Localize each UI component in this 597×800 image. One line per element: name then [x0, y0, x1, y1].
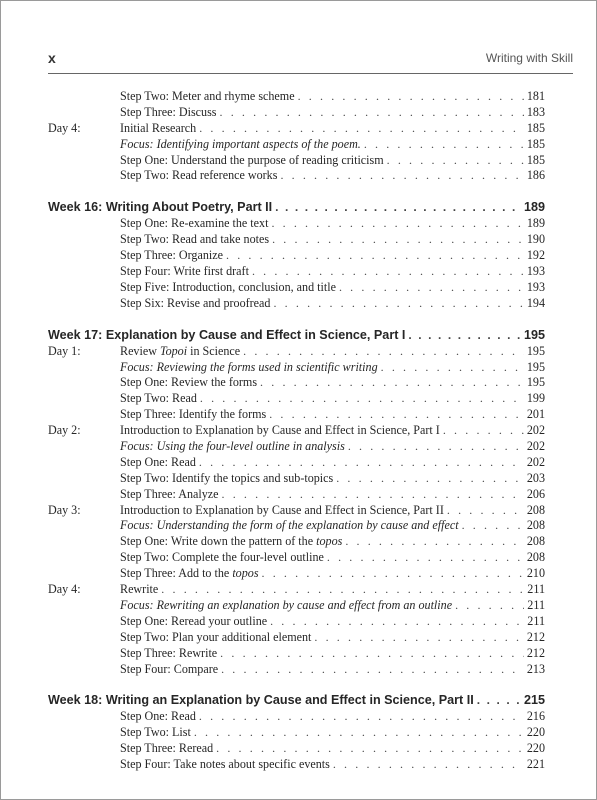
toc-page-number: 216: [526, 709, 545, 724]
label-text: Step Two: Read reference works: [120, 168, 278, 183]
toc-entry-label: [48, 455, 199, 471]
toc-entry-label: [48, 199, 275, 216]
label-italic-term: topos: [232, 566, 259, 581]
label-text: Focus: Identifying important aspects of the poem.: [120, 136, 361, 151]
dot-leader: [336, 471, 524, 487]
label-text: Step One: Re-examine the text: [120, 216, 269, 231]
label-italic-term: topos: [316, 534, 343, 549]
label-text: Step One: Understand the purpose of reading criticism: [120, 152, 384, 167]
label-text: Step Two: Read and take notes: [120, 232, 270, 247]
toc-step-entry: [48, 550, 545, 566]
toc-entry-label: [48, 503, 447, 519]
toc-entry-label: [48, 232, 272, 248]
header-rule: [48, 73, 573, 74]
toc-step-entry: [48, 566, 545, 582]
toc-entry-label: [48, 280, 339, 296]
toc-step-entry: [48, 725, 545, 741]
dot-leader: [271, 216, 523, 232]
label-text: Step One: Reread your outline: [120, 613, 268, 628]
toc-step-entry: [48, 296, 545, 312]
toc-day-entry: [48, 344, 545, 360]
dot-leader: [252, 264, 524, 280]
label-text: Step Three: Rewrite: [120, 645, 218, 660]
label-text: Step One: Review the forms: [120, 375, 258, 390]
toc-page-number: 220: [526, 741, 545, 756]
label-text: Step Four: Write first draft: [120, 264, 249, 279]
dot-leader: [270, 614, 524, 630]
label-text: Focus: Rewriting an explanation by cause and effect from an outline: [120, 597, 453, 612]
label-text: Step Two: Plan your additional element: [120, 629, 312, 644]
toc-step-entry: [48, 105, 545, 121]
toc-entry-label: [48, 153, 387, 169]
toc-focus-entry: [48, 137, 545, 153]
dot-leader: [333, 757, 524, 773]
toc-entry-label: [48, 582, 161, 598]
toc-page-number: 215: [523, 693, 545, 708]
label-text: Focus: Reviewing the forms used in scientific writing: [120, 359, 378, 374]
toc-page-number: 212: [526, 629, 545, 644]
dot-leader: [477, 692, 521, 709]
toc-page-number: 195: [526, 343, 545, 358]
toc-step-entry: [48, 264, 545, 280]
toc-step-entry: [48, 168, 545, 184]
label-text: Focus: Understanding the form of the explanation by cause and effect: [120, 518, 459, 533]
label-text: Focus: Using the four-level outline in analysis: [120, 439, 345, 454]
label-text: Step Three: Organize: [120, 248, 223, 263]
dot-leader: [314, 630, 523, 646]
toc-step-entry: [48, 391, 545, 407]
toc-page-number: 211: [527, 597, 545, 612]
dot-leader: [364, 137, 524, 153]
label-text: Introduction to Explanation by Cause and Effect in Science, Part II: [120, 502, 444, 517]
toc-entry-label: [48, 471, 336, 487]
dot-leader: [339, 280, 524, 296]
label-text: Step Three: Reread: [120, 741, 214, 756]
toc-day-entry: [48, 582, 545, 598]
dot-leader: [408, 327, 521, 344]
toc-step-entry: [48, 216, 545, 232]
toc-page-number: 185: [526, 152, 545, 167]
toc-entry-label: [48, 709, 199, 725]
toc-page-number: 210: [526, 566, 545, 581]
label-text: Step Six: Revise and proofread: [120, 295, 271, 310]
toc-page-number: 195: [526, 359, 545, 374]
dot-leader: [200, 391, 524, 407]
label-text: Step Two: List: [120, 725, 191, 740]
toc-page-number: 186: [526, 168, 545, 183]
label-text: Step One: Read: [120, 454, 196, 469]
toc-entry-label: [48, 630, 314, 646]
dot-leader: [298, 89, 524, 105]
dot-leader: [443, 423, 524, 439]
toc-entry-label: [48, 248, 226, 264]
label-text: in Science: [187, 343, 241, 358]
toc-step-entry: [48, 757, 545, 773]
toc-focus-entry: [48, 598, 545, 614]
toc-entry-label: [48, 168, 280, 184]
dot-leader: [199, 121, 524, 137]
toc-entry-label: [48, 327, 408, 344]
toc-page-number: 206: [526, 486, 545, 501]
dot-leader: [243, 344, 524, 360]
dot-leader: [447, 503, 524, 519]
label-text: Week 18: Writing an Explanation by Cause and Effect in Science, Part II: [48, 693, 474, 708]
dot-leader: [226, 248, 524, 264]
toc-page-number: 181: [526, 89, 545, 103]
toc-page-number: 199: [526, 391, 545, 406]
day-number: Day 4:: [48, 120, 81, 135]
toc-step-entry: [48, 487, 545, 503]
dot-leader: [199, 709, 524, 725]
toc-page-number: 208: [526, 518, 545, 533]
toc-step-entry: [48, 471, 545, 487]
label-text: Step Five: Introduction, conclusion, and title: [120, 279, 336, 294]
label-text: Week 17: Explanation by Cause and Effect in Science, Part I: [48, 327, 406, 342]
toc-entry-label: [48, 391, 200, 407]
toc-page-number: 194: [526, 295, 545, 310]
label-text: Step Three: Add to the: [120, 566, 233, 581]
toc-page-number: 189: [526, 216, 545, 231]
toc-page-number: 185: [526, 136, 545, 151]
day-number: Day 3:: [48, 502, 81, 517]
toc-page-number: 212: [526, 645, 545, 660]
dot-leader: [275, 199, 521, 216]
label-text: Step Two: Read: [120, 391, 197, 406]
toc-page-number: 202: [526, 454, 545, 469]
dot-leader: [273, 296, 523, 312]
label-text: Step Four: Take notes about specific events: [120, 757, 330, 772]
page-number: x: [48, 50, 56, 66]
toc-step-entry: [48, 646, 545, 662]
toc-page-number: 185: [526, 120, 545, 135]
toc-step-entry: [48, 630, 545, 646]
toc-step-entry: [48, 375, 545, 391]
toc-entry-label: [48, 423, 443, 439]
toc-page-number: 208: [526, 550, 545, 565]
toc-entry-label: [48, 725, 194, 741]
running-title: Writing with Skill: [485, 51, 573, 65]
toc-entry-label: [48, 407, 269, 423]
toc-entry-label: [48, 105, 220, 121]
toc-page-number: 211: [527, 582, 545, 597]
toc-step-entry: [48, 709, 545, 725]
dot-leader: [161, 582, 524, 598]
toc-week-entry: [48, 692, 545, 709]
toc-day-entry: [48, 503, 545, 519]
toc-focus-entry: [48, 360, 545, 376]
toc-week-entry: [48, 327, 545, 344]
day-number: Day 1:: [48, 343, 81, 358]
dot-leader: [280, 168, 523, 184]
dot-leader: [262, 566, 524, 582]
toc-page-number: 202: [526, 423, 545, 438]
toc-entry-label: [48, 566, 262, 582]
toc-step-entry: [48, 662, 545, 678]
toc-entry-label: [48, 662, 221, 678]
toc-week-entry: [48, 199, 545, 216]
toc-page-number: 203: [526, 470, 545, 485]
toc-step-entry: [48, 407, 545, 423]
toc-focus-entry: [48, 518, 545, 534]
toc-page-number: 193: [526, 279, 545, 294]
toc-page-number: 195: [523, 327, 545, 342]
toc-entry-label: [48, 487, 222, 503]
toc-page-number: 208: [526, 534, 545, 549]
label-text: Initial Research: [120, 120, 197, 135]
toc-step-entry: [48, 455, 545, 471]
toc-page-number: 183: [526, 104, 545, 119]
label-text: Step Two: Identify the topics and sub-topics: [120, 470, 334, 485]
toc-focus-entry: [48, 439, 545, 455]
dot-leader: [269, 407, 524, 423]
dot-leader: [272, 232, 524, 248]
label-text: Step Two: Complete the four-level outline: [120, 550, 324, 565]
toc-entry-label: [48, 216, 271, 232]
toc-entry-label: [48, 534, 345, 550]
toc-step-entry: [48, 89, 545, 105]
toc-entry-label: [48, 89, 298, 105]
toc-entry-label: [48, 614, 270, 630]
dot-leader: [462, 518, 524, 534]
toc-page-number: 193: [526, 264, 545, 279]
day-number: Day 4:: [48, 582, 81, 597]
toc-page-number: 195: [526, 375, 545, 390]
toc-step-entry: [48, 153, 545, 169]
dot-leader: [348, 439, 524, 455]
toc-entry-label: [48, 757, 333, 773]
toc-page-number: 189: [523, 200, 545, 215]
dot-leader: [327, 550, 524, 566]
toc-entry-label: [48, 137, 364, 153]
toc-entry-label: [48, 439, 348, 455]
toc-entry-label: [48, 360, 381, 376]
toc-entry-label: [48, 344, 243, 360]
toc-entry-label: [48, 296, 273, 312]
dot-leader: [220, 646, 524, 662]
label-text: Step Four: Compare: [120, 661, 219, 676]
dot-leader: [260, 375, 524, 391]
toc-page-number: 202: [526, 439, 545, 454]
label-text: Rewrite: [120, 582, 159, 597]
label-text: Step Three: Identify the forms: [120, 407, 267, 422]
toc-page-number: 190: [526, 232, 545, 247]
label-italic-term: Topoi: [159, 343, 188, 358]
toc-page-number: 192: [526, 248, 545, 263]
toc-step-entry: [48, 232, 545, 248]
toc-page-number: 220: [526, 725, 545, 740]
dot-leader: [222, 487, 524, 503]
label-text: Step Two: Meter and rhyme scheme: [120, 89, 295, 103]
label-text: Step One: Read: [120, 709, 196, 724]
dot-leader: [387, 153, 524, 169]
toc-entry-label: [48, 550, 327, 566]
toc-step-entry: [48, 741, 545, 757]
toc-day-entry: [48, 121, 545, 137]
toc-entry-label: [48, 741, 216, 757]
toc-page-number: 208: [526, 502, 545, 517]
toc-entry-label: [48, 646, 220, 662]
label-text: Step Three: Discuss: [120, 104, 217, 119]
dot-leader: [216, 741, 524, 757]
toc-step-entry: [48, 248, 545, 264]
label-text: Review: [120, 343, 160, 358]
dot-leader: [381, 360, 524, 376]
table-of-contents: [48, 89, 545, 773]
day-number: Day 2:: [48, 423, 81, 438]
toc-page-number: 221: [526, 757, 545, 772]
toc-entry-label: [48, 692, 477, 709]
toc-entry-label: [48, 518, 462, 534]
label-text: Introduction to Explanation by Cause and Effect in Science, Part I: [120, 423, 440, 438]
toc-step-entry: [48, 614, 545, 630]
toc-entry-label: [48, 598, 455, 614]
toc-page-number: 201: [526, 407, 545, 422]
toc-step-entry: [48, 280, 545, 296]
label-text: Week 16: Writing About Poetry, Part II: [48, 200, 273, 215]
label-text: Step Three: Analyze: [120, 486, 219, 501]
dot-leader: [220, 105, 524, 121]
page-header: [48, 50, 573, 70]
dot-leader: [455, 598, 524, 614]
label-text: Step One: Write down the pattern of the: [120, 534, 317, 549]
dot-leader: [199, 455, 524, 471]
toc-day-entry: [48, 423, 545, 439]
toc-entry-label: [48, 375, 260, 391]
dot-leader: [194, 725, 524, 741]
toc-step-entry: [48, 534, 545, 550]
toc-entry-label: [48, 264, 252, 280]
dot-leader: [345, 534, 524, 550]
toc-page-number: 211: [527, 613, 545, 628]
toc-entry-label: [48, 121, 199, 137]
toc-page-number: 213: [526, 661, 545, 676]
dot-leader: [221, 662, 524, 678]
